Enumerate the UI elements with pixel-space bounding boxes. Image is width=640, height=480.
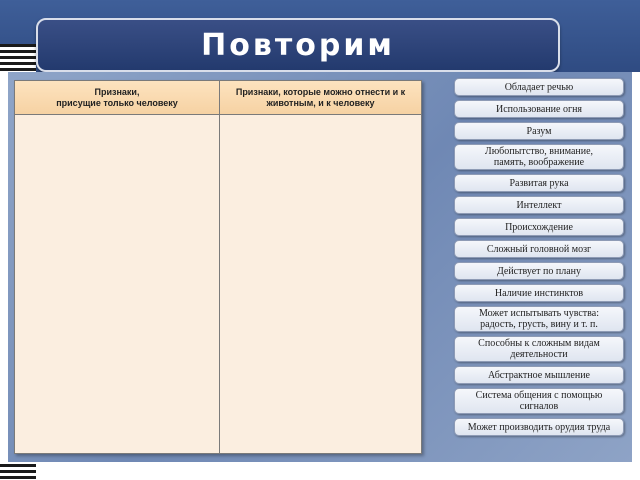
trait-card[interactable]: Наличие инстинктов bbox=[454, 284, 624, 302]
trait-card[interactable]: Обладает речью bbox=[454, 78, 624, 96]
trait-card[interactable]: Сложный головной мозг bbox=[454, 240, 624, 258]
trait-card[interactable]: Использование огня bbox=[454, 100, 624, 118]
classification-table bbox=[14, 80, 422, 454]
trait-card[interactable]: Любопытство, внимание, память, воображение bbox=[454, 144, 624, 170]
trait-card[interactable]: Интеллект bbox=[454, 196, 624, 214]
slide-title-box bbox=[36, 18, 560, 72]
trait-card[interactable]: Развитая рука bbox=[454, 174, 624, 192]
column-human-only[interactable] bbox=[15, 81, 220, 453]
trait-card[interactable]: Разум bbox=[454, 122, 624, 140]
trait-card[interactable]: Способны к сложным видам деятельности bbox=[454, 336, 624, 362]
trait-card[interactable]: Действует по плану bbox=[454, 262, 624, 280]
trait-cards bbox=[454, 78, 624, 440]
trait-card[interactable]: Происхождение bbox=[454, 218, 624, 236]
column-header-human-only: Признаки, присущие только человеку bbox=[15, 81, 219, 115]
slide-title: Повторим bbox=[201, 27, 395, 63]
trait-card[interactable]: Система общения с помощью сигналов bbox=[454, 388, 624, 414]
trait-card[interactable]: Абстрактное мышление bbox=[454, 366, 624, 384]
column-shared[interactable] bbox=[220, 81, 421, 453]
column-header-shared: Признаки, которые можно отнести и к животным, и к человеку bbox=[220, 81, 421, 115]
trait-card[interactable]: Может производить орудия труда bbox=[454, 418, 624, 436]
trait-card[interactable]: Может испытывать чувства: радость, грусть, вину и т. п. bbox=[454, 306, 624, 332]
